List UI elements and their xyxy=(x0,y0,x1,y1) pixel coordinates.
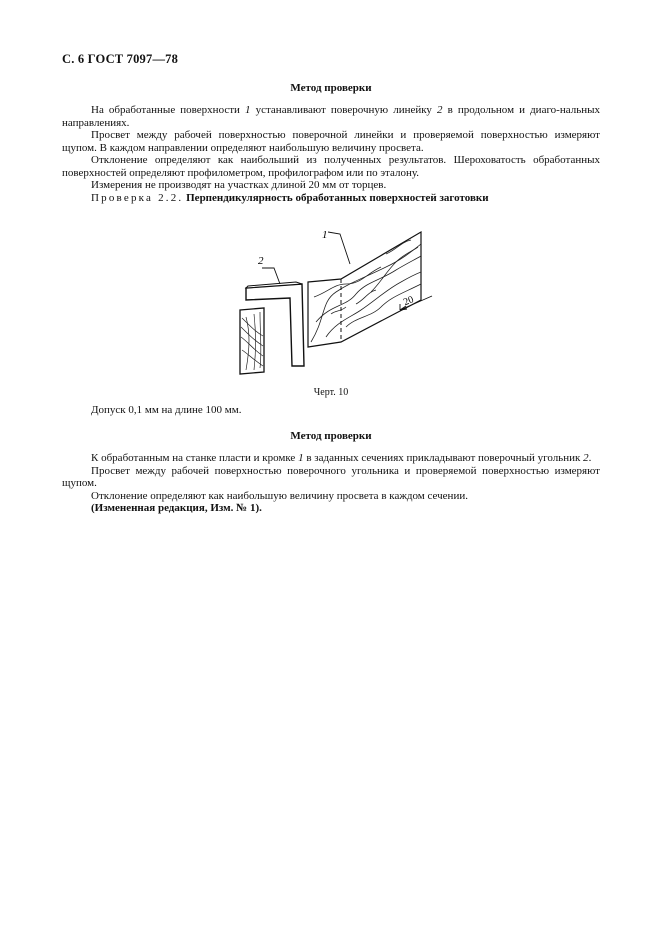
paragraph: Просвет между рабочей поверхностью поверочного угольника и проверяемой поверхностью измеряют щупом. xyxy=(62,464,600,489)
paragraph: Просвет между рабочей поверхностью поверочной линейки и проверяемой поверхностью измеряют щупом. В каждом направлении определяют наибольшую величину просвета. xyxy=(62,129,600,154)
tolerance-text: Допуск 0,1 мм на длине 100 мм. xyxy=(91,404,242,416)
board-end-grain xyxy=(240,308,264,374)
ref-number: 2 xyxy=(583,452,589,464)
section-body xyxy=(62,452,600,515)
dimension-label: 20 xyxy=(402,294,416,309)
paragraph xyxy=(62,452,600,465)
ref-number: 2 xyxy=(437,104,443,116)
section-heading: Метод проверки xyxy=(290,430,372,442)
leader-lines xyxy=(262,232,350,284)
text-run: На обработанные поверхности xyxy=(91,104,246,116)
text-run: в продольном и диаго-нальных направлениях. xyxy=(62,104,600,129)
tolerance-block xyxy=(62,404,600,417)
paragraph: Измерения не производят на участках длиной 20 мм от торцев. xyxy=(91,179,387,191)
paragraph: Отклонение определяют как наибольший из полученных результатов. Шероховатость обработанных поверхностей определяют профилометром, профилографом или по эталону. xyxy=(62,154,600,179)
label-2: 2 xyxy=(258,255,264,267)
figure-drawing xyxy=(236,222,436,382)
paragraph xyxy=(62,104,600,129)
figure-caption: Черт. 10 xyxy=(313,387,349,398)
ref-number: 1 xyxy=(245,104,251,116)
check-title: Перпендикулярность обработанных поверхностей заготовки xyxy=(186,191,489,204)
text-run: . xyxy=(588,452,592,464)
paragraph: Отклонение определяют как наибольшую величину просвета в каждом сечении. xyxy=(91,489,468,502)
text-run: устанавливают поверочную линейку xyxy=(250,104,438,116)
amendment-note: (Измененная редакция, Изм. № 1). xyxy=(91,502,262,514)
check-label: Проверка 2.2. xyxy=(91,191,184,204)
check-line xyxy=(62,192,600,205)
text-run: К обработанным на станке пласти и кромке xyxy=(91,452,299,464)
section-body xyxy=(62,104,600,204)
section-heading: Метод проверки xyxy=(290,82,372,94)
workpiece-board xyxy=(308,232,421,347)
label-1: 1 xyxy=(322,229,328,241)
page-header: С. 6 ГОСТ 7097—78 xyxy=(62,52,179,66)
ref-number: 1 xyxy=(298,452,304,464)
text-run: в заданных сечениях прикладывают поверочный угольник xyxy=(303,452,584,464)
